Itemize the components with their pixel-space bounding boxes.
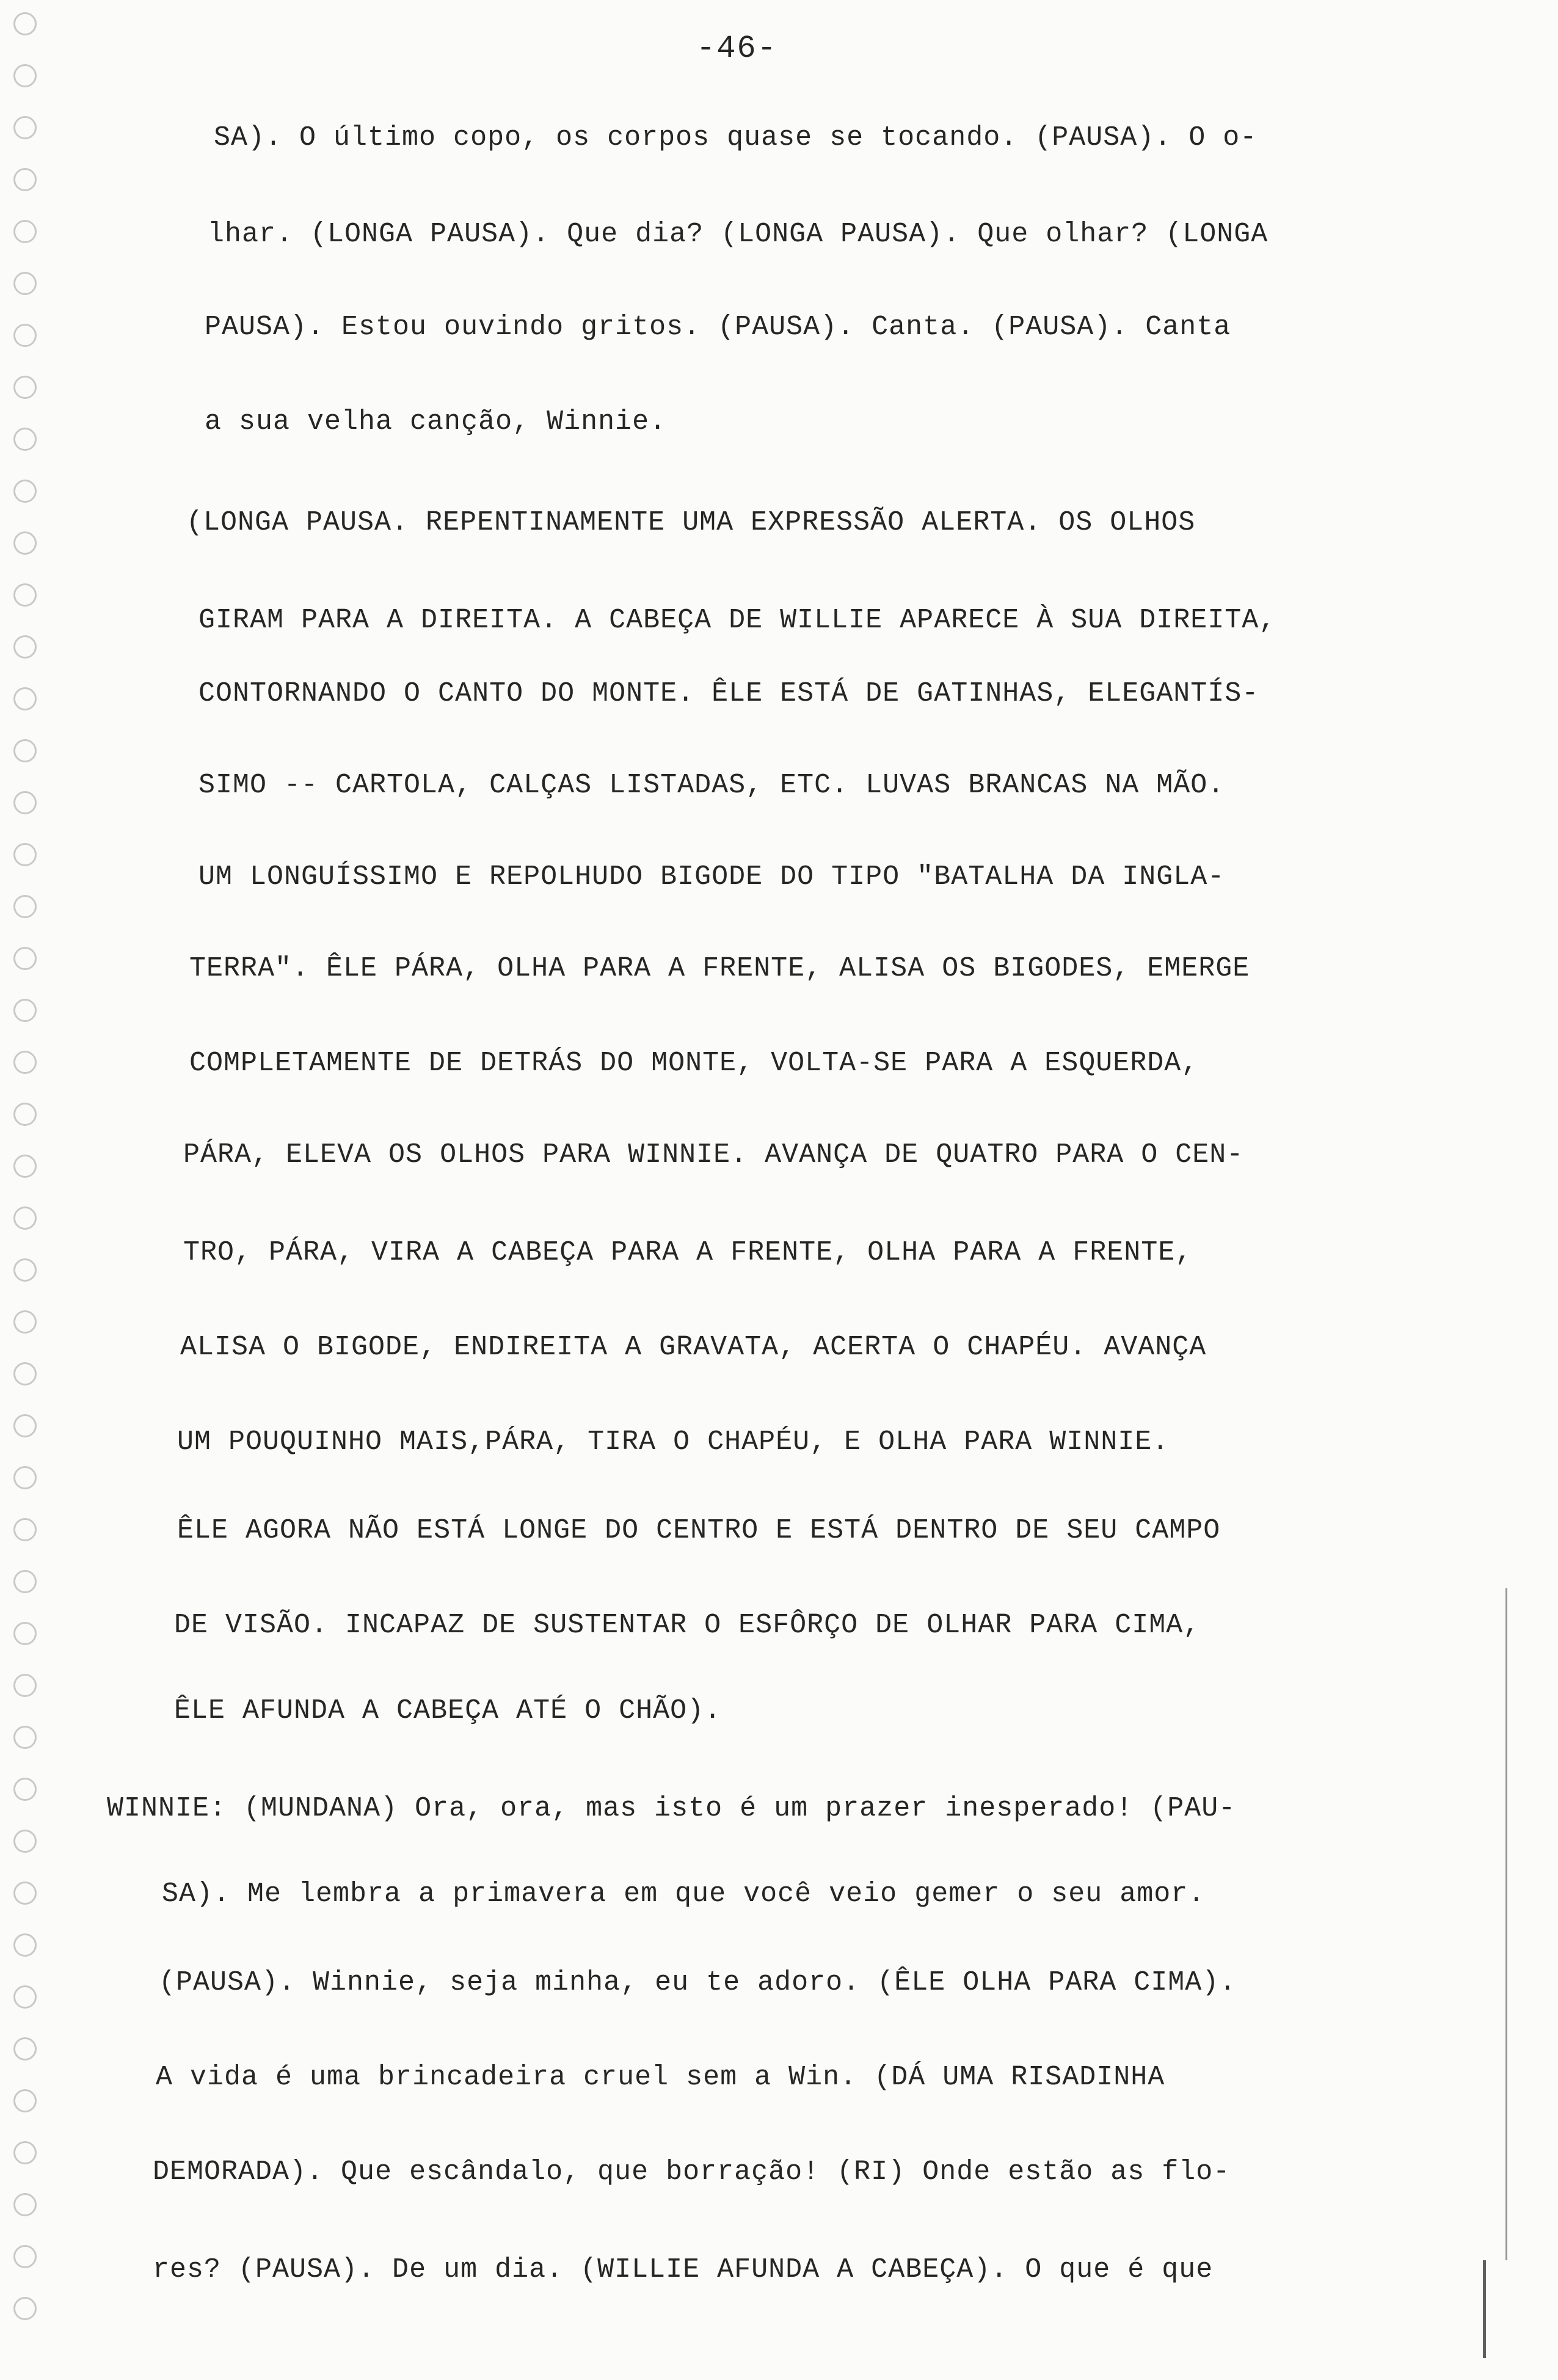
binder-hole-icon: [13, 583, 37, 607]
binder-hole-icon: [13, 1518, 37, 1541]
binder-hole-icon: [13, 1466, 37, 1489]
binder-hole-icon: [13, 1882, 37, 1905]
text-line: UM POUQUINHO MAIS,PÁRA, TIRA O CHAPÉU, E OLHA PARA WINNIE.: [177, 1426, 1170, 1458]
binder-hole-icon: [13, 1778, 37, 1801]
binder-hole-icon: [13, 168, 37, 191]
binder-hole-icon: [13, 116, 37, 139]
text-line: SIMO -- CARTOLA, CALÇAS LISTADAS, ETC. LUVAS BRANCAS NA MÃO.: [198, 770, 1225, 801]
text-line: ÊLE AGORA NÃO ESTÁ LONGE DO CENTRO E ESTÁ DENTRO DE SEU CAMPO: [177, 1515, 1221, 1546]
text-line: GIRAM PARA A DIREITA. A CABEÇA DE WILLIE APARECE À SUA DIREITA,: [198, 605, 1276, 636]
text-line: a sua velha canção, Winnie.: [205, 406, 667, 437]
binder-hole-icon: [13, 531, 37, 555]
text-line: PAUSA). Estou ouvindo gritos. (PAUSA). Canta. (PAUSA). Canta: [205, 312, 1231, 343]
binder-hole-icon: [13, 687, 37, 710]
binder-hole-icon: [13, 635, 37, 659]
text-line: COMPLETAMENTE DE DETRÁS DO MONTE, VOLTA-SE PARA A ESQUERDA,: [189, 1048, 1199, 1079]
binder-hole-icon: [13, 1310, 37, 1334]
binder-hole-icon: [13, 220, 37, 243]
text-line: DEMORADA). Que escândalo, que borração! (RI) Onde estão as flo-: [153, 2156, 1231, 2188]
binder-hole-icon: [13, 895, 37, 918]
binder-hole-icon: [13, 1155, 37, 1178]
binder-hole-icon: [13, 272, 37, 295]
binder-hole-icon: [13, 1674, 37, 1697]
text-line: (LONGA PAUSA. REPENTINAMENTE UMA EXPRESSÃO ALERTA. OS OLHOS: [186, 507, 1196, 538]
text-line: SA). Me lembra a primavera em que você veio gemer o seu amor.: [162, 1878, 1206, 1910]
binder-hole-icon: [13, 428, 37, 451]
binder-hole-icon: [13, 2297, 37, 2320]
page-number: -46-: [696, 31, 777, 67]
binder-hole-icon: [13, 324, 37, 347]
margin-mark: [1505, 1588, 1507, 2260]
binder-hole-icon: [13, 791, 37, 814]
text-line: TERRA". ÊLE PÁRA, OLHA PARA A FRENTE, ALISA OS BIGODES, EMERGE: [189, 953, 1250, 984]
margin-mark: [1483, 2260, 1486, 2358]
binder-holes: [5, 12, 42, 2370]
binder-hole-icon: [13, 1051, 37, 1074]
binder-hole-icon: [13, 1830, 37, 1853]
text-line: ALISA O BIGODE, ENDIREITA A GRAVATA, ACERTA O CHAPÉU. AVANÇA: [180, 1332, 1207, 1363]
binder-hole-icon: [13, 1622, 37, 1645]
binder-hole-icon: [13, 2037, 37, 2061]
binder-hole-icon: [13, 1258, 37, 1282]
binder-hole-icon: [13, 843, 37, 866]
binder-hole-icon: [13, 376, 37, 399]
text-line: res? (PAUSA). De um dia. (WILLIE AFUNDA A CABEÇA). O que é que: [153, 2254, 1214, 2285]
text-line: CONTORNANDO O CANTO DO MONTE. ÊLE ESTÁ DE GATINHAS, ELEGANTÍS-: [198, 678, 1259, 709]
text-line: SA). O último copo, os corpos quase se tocando. (PAUSA). O o-: [214, 122, 1258, 153]
binder-hole-icon: [13, 947, 37, 970]
binder-hole-icon: [13, 1726, 37, 1749]
binder-hole-icon: [13, 2089, 37, 2112]
binder-hole-icon: [13, 12, 37, 35]
text-line: (PAUSA). Winnie, seja minha, eu te adoro. (ÊLE OLHA PARA CIMA).: [159, 1967, 1237, 1998]
binder-hole-icon: [13, 2193, 37, 2216]
binder-hole-icon: [13, 1570, 37, 1593]
text-line: A vida é uma brincadeira cruel sem a Win. (DÁ UMA RISADINHA: [156, 2062, 1165, 2093]
binder-hole-icon: [13, 1933, 37, 1957]
binder-hole-icon: [13, 2141, 37, 2164]
binder-hole-icon: [13, 1414, 37, 1437]
binder-hole-icon: [13, 999, 37, 1022]
text-line: UM LONGUÍSSIMO E REPOLHUDO BIGODE DO TIPO "BATALHA DA INGLA-: [198, 861, 1225, 892]
binder-hole-icon: [13, 1985, 37, 2009]
text-line: DE VISÃO. INCAPAZ DE SUSTENTAR O ESFÔRÇO DE OLHAR PARA CIMA,: [174, 1610, 1201, 1641]
binder-hole-icon: [13, 64, 37, 87]
binder-hole-icon: [13, 1103, 37, 1126]
binder-hole-icon: [13, 1362, 37, 1385]
text-line: PÁRA, ELEVA OS OLHOS PARA WINNIE. AVANÇA DE QUATRO PARA O CEN-: [183, 1139, 1244, 1170]
text-line: TRO, PÁRA, VIRA A CABEÇA PARA A FRENTE, OLHA PARA A FRENTE,: [183, 1237, 1193, 1268]
text-line: lhar. (LONGA PAUSA). Que dia? (LONGA PAUSA). Que olhar? (LONGA: [208, 219, 1269, 250]
binder-hole-icon: [13, 480, 37, 503]
text-line: ÊLE AFUNDA A CABEÇA ATÉ O CHÃO).: [174, 1695, 722, 1726]
binder-hole-icon: [13, 739, 37, 762]
text-line: WINNIE: (MUNDANA) Ora, ora, mas isto é um prazer inesperado! (PAU-: [107, 1793, 1236, 1824]
binder-hole-icon: [13, 1206, 37, 1230]
binder-hole-icon: [13, 2245, 37, 2268]
